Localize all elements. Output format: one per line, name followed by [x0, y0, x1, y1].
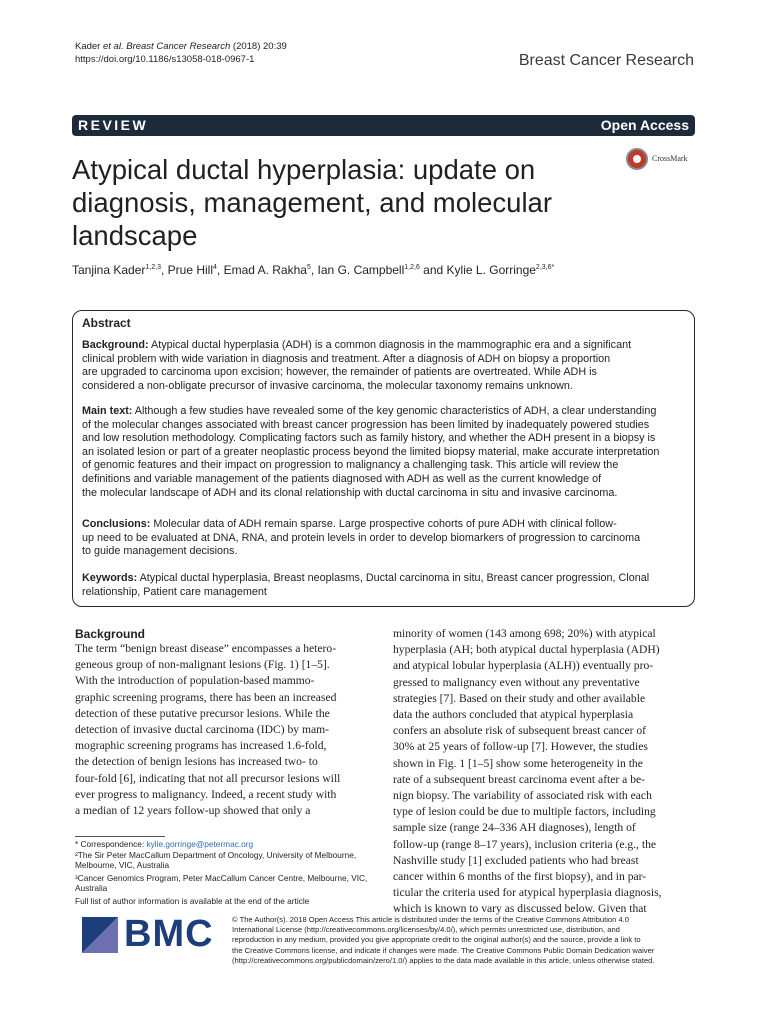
abstract-line: an isolated lesion or part of a greater neoplastic process beyond the limited biopsy material, make accurate interpretation	[82, 445, 660, 458]
abstract-line: Although a few studies have revealed some of the key genomic characteristics of ADH, a clear understanding	[134, 405, 657, 417]
abstract-line: Molecular data of ADH remain sparse. Large prospective cohorts of pure ADH with clinical follow-	[153, 518, 617, 530]
body-line: 30% at 25 years of follow-up [7]. However, the studies	[393, 740, 648, 754]
body-line: sample size (range 24–336 AH diagnoses), length of	[393, 821, 636, 835]
body-line: Nashville study [1] excluded patients who had breast	[393, 853, 639, 867]
license-line: the Creative Commons license, and indicate if changes were made. The Creative Commons Public Domain Dedication waiver	[232, 945, 655, 955]
keywords-label: Keywords:	[82, 572, 138, 584]
doi-link[interactable]: https://doi.org/10.1186/s13058-018-0967-1	[75, 54, 255, 65]
footnote-affiliation: Melbourne, VIC, Australia	[75, 860, 170, 870]
body-line: nign biopsy. The variability of associated risk with each	[393, 789, 652, 803]
crossmark-badge[interactable]	[626, 148, 706, 172]
author-name: Prue Hill	[167, 263, 213, 277]
abstract-line: Atypical ductal hyperplasia, Breast neoplasms, Ductal carcinoma in situ, Breast cancer progression, Clonal	[139, 572, 650, 584]
abstract-line: the molecular landscape of ADH and its clonal relationship with ductal carcinoma in situ and invasive carcinoma.	[82, 486, 618, 499]
cite-journal: et al. Breast Cancer Research	[103, 41, 231, 52]
abstract-line: Atypical ductal hyperplasia (ADH) is a common diagnosis in the mammographic era and a significant	[151, 339, 632, 351]
body-line: detection of invasive ductal carcinoma (IDC) by mam-	[75, 723, 330, 737]
abstract-line: and low resolution methodology. Complicating factors such as family history, and whether the ADH present in a biopsy is	[82, 432, 656, 445]
body-line: ticular the criteria used for atypical hyperplasia diagnosis,	[393, 886, 662, 900]
abstract-line: relationship, Patient care management	[82, 585, 267, 598]
abstract-background	[82, 339, 686, 393]
body-right-column	[393, 626, 695, 918]
body-line: type of lesion could be due to multiple factors, including	[393, 805, 656, 819]
body-line: follow-up (range 8–17 years), inclusion criteria (e.g., the	[393, 837, 657, 851]
citation-header	[75, 40, 287, 66]
journal-name: Breast Cancer Research	[518, 52, 694, 69]
abstract-line: definitions and variable management of the patients diagnosed with ADH as well as the current knowledge of	[82, 472, 602, 485]
author-list: Tanjina Kader$^{1,2,3}$, Prue Hill$^4$, Emad A. Rakha$^5$, Ian G. Campbell$^{1,2,6}$ and Kylie L. Gorringe$^{2,3,6*}$	[72, 263, 555, 277]
footnote-affiliation: ³Cancer Genomics Program, Peter MacCallum Cancer Centre, Melbourne, VIC,	[75, 873, 368, 883]
author-affiliation: 1,2,6	[404, 264, 420, 271]
bmc-logo	[82, 913, 222, 955]
background-label: Background:	[82, 339, 149, 351]
crossmark-label: CrossMark	[652, 154, 688, 163]
license-line: International License (http://creativecommons.org/licenses/by/4.0/), which permits unrestricted use, distribution, and	[232, 925, 620, 935]
footnote-author-info: Full list of author information is available at the end of the article	[75, 896, 310, 906]
body-line: detection of these putative precursor lesions. While the	[75, 706, 330, 720]
body-line: rate of a subsequent breast carcinoma event after a be-	[393, 772, 646, 786]
bmc-logo-text: BMC	[124, 913, 214, 955]
body-line: the detection of benign lesions has increased two- to	[75, 755, 318, 769]
body-line: hyperplasia (AH; both atypical ductal hyperplasia (ADH)	[393, 643, 660, 657]
body-left-column	[75, 641, 375, 819]
body-line: shown in Fig. 1 [1–5] show some heterogeneity in the	[393, 756, 643, 770]
abstract-heading: Abstract	[82, 316, 131, 330]
body-line: geneous group of non-malignant lesions (Fig. 1) [1–5].	[75, 658, 330, 672]
crossmark-icon	[626, 148, 648, 170]
footnote-affiliation: Australia	[75, 883, 108, 893]
body-line: ever progress to malignancy. Indeed, a recent study with	[75, 787, 337, 801]
body-line: The term “benign breast disease” encompasses a hetero-	[75, 642, 337, 655]
main-text-label: Main text:	[82, 405, 133, 417]
article-type: REVIEW	[78, 117, 149, 133]
abstract-line: of genomic features and their impact on progression to malignancy a challenging task. This article will review the	[82, 459, 619, 472]
license-text	[232, 915, 692, 966]
abstract-keywords	[82, 572, 686, 599]
license-line: © The Author(s). 2018 Open Access This article is distributed under the terms of the Creative Commons Attribution 4.0	[232, 915, 630, 924]
author-affiliation: 4	[213, 264, 217, 271]
body-line: graphic screening programs, there has been an increased	[75, 690, 337, 704]
body-line: With the introduction of population-based mammo-	[75, 674, 315, 688]
article-title: Atypical ductal hyperplasia: update on diagnosis, management, and molecular landscape	[72, 154, 553, 251]
license-line: reproduction in any medium, provided you give appropriate credit to the original author(s) and the source, provide a link to	[232, 935, 641, 945]
author-name: Tanjina Kader	[72, 263, 146, 277]
abstract-line: to guide management decisions.	[82, 545, 238, 558]
abstract-line: are upgraded to carcinoma upon excision; however, the remainder of patients are overtreated. While ADH is	[82, 366, 597, 379]
conclusions-label: Conclusions:	[82, 518, 151, 530]
author-affiliation: 1,2,3	[145, 264, 161, 271]
section-heading: Background	[75, 627, 146, 641]
open-access-label: Open Access	[600, 117, 689, 133]
body-line: mographic screening programs has increased 1.6-fold,	[75, 739, 327, 753]
body-line: four-fold [6], indicating that not all precursor lesions will	[75, 771, 341, 785]
abstract-line: of the molecular changes associated with breast cancer progression has been limited by inadequately powered studies	[82, 418, 650, 431]
body-line: confers an absolute risk of subsequent breast cancer of	[393, 724, 647, 738]
body-line: cancer within 6 months of the first biopsy), and in par-	[393, 870, 647, 884]
abstract-conclusions	[82, 518, 686, 559]
footnote-divider	[75, 836, 165, 837]
body-line: strategies [7]. Based on their study and other available	[393, 691, 646, 705]
article-type-band	[72, 115, 695, 136]
license-line: (http://creativecommons.org/publicdomain/zero/1.0/) applies to the data made available in this article, unless otherwise stated.	[232, 955, 655, 965]
author-affiliation: 2,3,6*	[535, 264, 555, 271]
body-line: and atypical lobular hyperplasia (ALH)) eventually pro-	[393, 659, 654, 673]
correspondence	[75, 839, 253, 850]
footnote-affiliation: ²The Sir Peter MacCallum Department of Oncology, University of Melbourne,	[75, 850, 357, 860]
abstract-main-text	[82, 405, 686, 500]
cite-author: Kader	[75, 41, 103, 52]
author-name: Kylie L. Gorringe	[446, 263, 536, 277]
abstract-line: up need to be evaluated at DNA, RNA, and protein levels in order to develop biomarkers of progression to carcinoma	[82, 531, 641, 544]
body-line: a median of 12 years follow-up showed that only a	[75, 804, 311, 818]
correspondence-email[interactable]: kylie.gorringe@petermac.org	[146, 839, 254, 849]
author-affiliation: 5	[306, 264, 311, 271]
body-line: gressed to malignancy even without any preventative	[393, 675, 640, 689]
abstract-line: considered a non-obligate precursor of invasive carcinoma, the molecular taxonomy remains unknown.	[82, 379, 573, 392]
cite-volume: (2018) 20:39	[230, 41, 287, 52]
author-name: Ian G. Campbell	[317, 263, 405, 277]
abstract-line: clinical problem with wide variation in diagnosis and treatment. After a diagnosis of ADH on biopsy a proportion	[82, 352, 611, 365]
body-line: minority of women (143 among 698; 20%) with atypical	[393, 627, 656, 640]
body-line: which is known to vary as discussed below. Given that	[393, 902, 647, 916]
bmc-logo-icon	[82, 917, 118, 953]
correspondence-label: * Correspondence:	[75, 839, 147, 849]
body-line: data the authors concluded that atypical hyperplasia	[393, 708, 634, 722]
author-name: Emad A. Rakha	[223, 263, 307, 277]
